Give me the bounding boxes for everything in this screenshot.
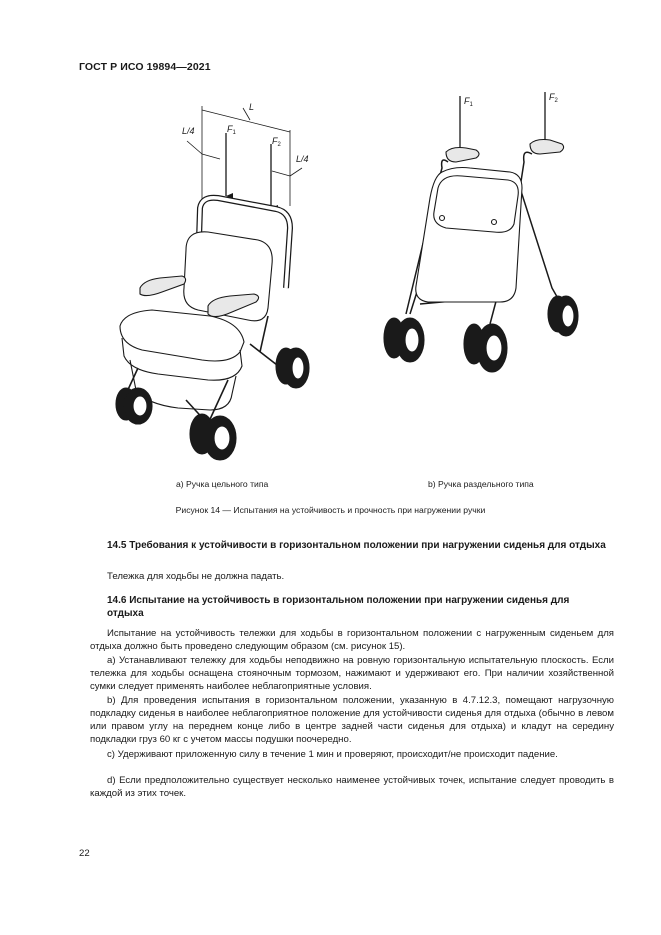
section-14-5-text: Тележка для ходьбы не должна падать. — [107, 571, 285, 582]
figure-14-illustration — [90, 88, 600, 488]
label-f2-right: $F_2$ — [549, 92, 558, 104]
wheel-front-left — [190, 414, 236, 460]
paragraph-c: c) Удерживают приложенную силу в течение 1 мин и проверяют, происходит/не происходит падение. — [107, 749, 558, 760]
seat-cushion — [120, 310, 244, 361]
paragraph-intro: Испытание на устойчивость тележки для ходьбы в горизонтальном положении с нагруженным сиденьем для отдыха должно быть проведено следующим образом (см. рисунок 15). — [90, 628, 614, 653]
wheel-rear-left-b — [384, 318, 424, 362]
dimension-lines — [187, 106, 302, 206]
wheel-rear-left — [116, 388, 152, 424]
label-l4-right: L/4 — [296, 154, 309, 164]
wheel-rear-right — [276, 348, 309, 388]
paragraph-b: b) Для проведения испытания в горизонтальном положении, указанную в 4.7.12.3, помещают нагрузочную подкладку сиденья в наиболее неблагоприятное положение для устойчивости сиденья для отдыха (обычно в левом или правом углу на переднем конце либо в центре задней части сиденья для отдыха) и кладут на середину подкладки груз 60 кг с учетом массы подушки поочередно. — [90, 695, 614, 746]
wheel-front-left-b — [464, 324, 507, 372]
paragraph-a: а) Устанавливают тележку для ходьбы неподвижно на ровную горизонтальную испытательную плоскость. Если тележка для ходьбы оснащена стояночным тормозом, нажимают и удерживают его. При наличии хозяйственной сумки следует применять наиболее неблагоприятные условия. — [90, 655, 614, 693]
walker-one-piece-drawing — [116, 106, 309, 460]
figure-title: Рисунок 14 — Испытания на устойчивость и прочность при нагружении ручки — [175, 505, 486, 515]
label-f1-left: $F_1$ — [227, 124, 236, 136]
wheel-rear-right-b — [548, 296, 578, 336]
walker-separate-drawing — [384, 92, 578, 372]
section-14-5-heading: 14.5 Требования к устойчивости в горизонтальном положении при нагружении сиденья для отдыха — [107, 540, 606, 551]
label-l4-left: L/4 — [182, 126, 195, 136]
right-force-labels — [464, 92, 559, 108]
figure-caption-a: a) Ручка цельного типа — [176, 479, 269, 489]
handle-grip-left — [446, 148, 479, 163]
figure-caption-b: b) Ручка раздельного типа — [428, 479, 534, 489]
label-f1-right: $F_1$ — [464, 96, 473, 108]
label-l: L — [249, 102, 255, 112]
handle-grip-right — [530, 140, 564, 155]
document-header: ГОСТ Р ИСО 19894—2021 — [79, 61, 211, 73]
page-number: 22 — [79, 848, 90, 859]
bag-flap — [434, 176, 519, 233]
paragraph-d: d) Если предположительно существует несколько наименее устойчивых точек, испытание следует проводить в каждой из этих точек. — [90, 775, 614, 800]
label-f2-left: $F_2$ — [272, 136, 281, 148]
section-14-6-heading: 14.6 Испытание на устойчивость в горизонтальном положении при нагружении сиденья для отдыха — [107, 595, 570, 619]
armrest-left — [140, 276, 186, 296]
